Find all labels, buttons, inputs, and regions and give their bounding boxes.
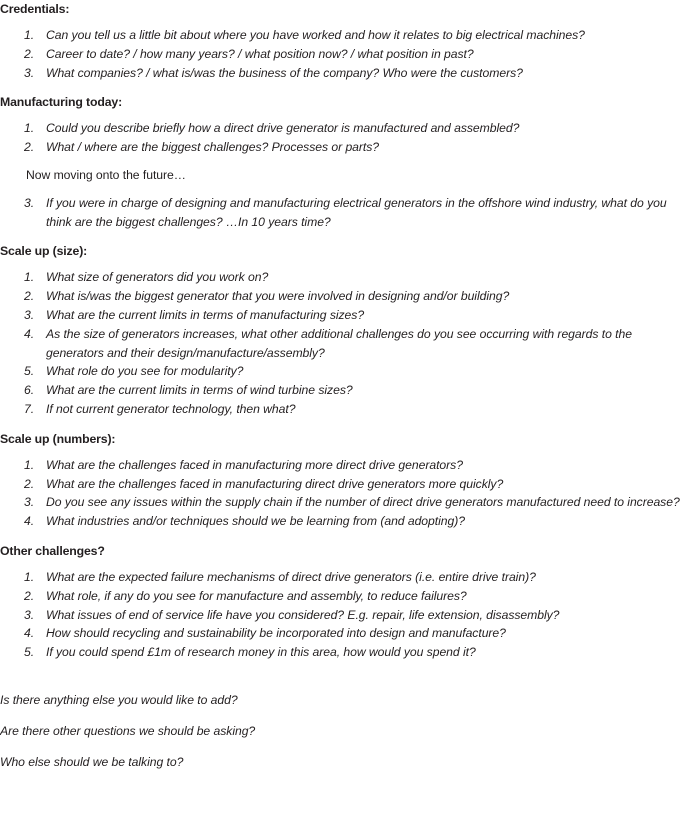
spacer (0, 710, 685, 722)
list-item (0, 400, 685, 419)
list-item-number: 3. (24, 607, 35, 622)
list-item-number: 6. (24, 383, 35, 398)
question-text: What companies? / what is/was the business of the company? Who were the customers? (46, 65, 523, 80)
question-text: Could you describe briefly how a direct drive generator is manufactured and assembled? (46, 121, 520, 136)
list-item (0, 268, 685, 287)
spacer (0, 258, 685, 268)
document-content (0, 2, 685, 771)
list-item-number: 1. (24, 121, 35, 136)
list-item (0, 138, 685, 157)
list-item-number: 2. (24, 588, 35, 603)
question-text: As the size of generators increases, what other additional challenges do you see occurring with regards to the generators and their design/manufacture/assembly? (46, 326, 632, 360)
question-text: What are the expected failure mechanisms of direct drive generators (i.e. entire drive train)? (46, 569, 536, 584)
spacer (0, 662, 685, 691)
spacer (0, 231, 685, 244)
list-item (0, 606, 685, 625)
spacer (0, 185, 685, 194)
question-text: What role, if any do you see for manufacture and assembly, to reduce failures? (46, 588, 467, 603)
list-item (0, 512, 685, 531)
list-item (0, 475, 685, 494)
list-item (0, 362, 685, 381)
question-text: What / where are the biggest challenges? Processes or parts? (46, 140, 380, 155)
question-text: What issues of end of service life have you considered? E.g. repair, life extension, disassembly? (46, 607, 560, 622)
question-list-credentials (0, 26, 685, 82)
question-text: If not current generator technology, then what? (46, 401, 296, 416)
list-item (0, 325, 685, 363)
question-list-manufacturing-today-part1 (0, 119, 685, 157)
question-text (46, 456, 685, 475)
text-run: ? (496, 476, 504, 491)
list-item-number: 2. (24, 289, 35, 304)
spacer (0, 157, 685, 166)
list-item (0, 568, 685, 587)
question-text: If you were in charge of designing and manufacturing electrical generators in the offshore wind industry, what do you think are the biggest challenges? …In 10 years time? (46, 195, 667, 229)
list-item (0, 45, 685, 64)
list-item-number: 5. (24, 364, 35, 379)
spacer (0, 531, 685, 544)
list-item (0, 493, 685, 512)
list-item-number: 3. (24, 495, 35, 510)
question-text: Can you tell us a little bit about where you have worked and how it relates to big electrical machines? (46, 28, 585, 42)
list-item-number: 3. (24, 65, 35, 80)
list-item-number: 4. (24, 514, 35, 529)
list-item-number: 4. (24, 626, 35, 641)
question-text: Career to date? / how many years? / what position now? / what position in past? (46, 46, 474, 61)
list-item (0, 624, 685, 643)
spacer (0, 16, 685, 26)
list-item (0, 643, 685, 662)
list-item (0, 287, 685, 306)
emphasised-text: more (428, 476, 457, 491)
text-run: Do you see any issues within the supply chain if the number of direct drive generators manufactured need to increase? (46, 495, 680, 510)
section-heading-credentials: Credentials: (0, 2, 70, 16)
section-heading-scale-up-size: Scale up (size): (0, 244, 88, 259)
closing-question-anything-else: Is there anything else you would like to add? (0, 692, 238, 707)
list-item-number: 1. (24, 28, 35, 42)
section-heading-scale-up-numbers: Scale up (numbers): (0, 431, 116, 446)
interstitial-note: Now moving onto the future… (26, 167, 186, 182)
section-heading-other-challenges: Other challenges? (0, 543, 105, 558)
question-text: What is/was the biggest generator that you were involved in designing and/or building? (46, 289, 510, 304)
list-item (0, 381, 685, 400)
closing-question-other-questions: Are there other questions we should be asking? (0, 723, 256, 738)
list-item (0, 456, 685, 475)
list-item (0, 64, 685, 83)
spacer (0, 446, 685, 456)
emphasised-text: more (305, 457, 333, 472)
question-text: How should recycling and sustainability be incorporated into design and manufacture? (46, 626, 506, 641)
list-item (0, 194, 685, 232)
list-item (0, 306, 685, 325)
list-item (0, 119, 685, 138)
list-item-number: 3. (24, 307, 35, 322)
spacer (0, 82, 685, 95)
list-item-number: 1. (24, 270, 35, 285)
section-heading-manufacturing-today: Manufacturing today: (0, 95, 123, 110)
question-text (46, 493, 685, 512)
list-item-number: 7. (24, 401, 35, 416)
text-run: direct drive generators? (332, 457, 463, 472)
question-text: What size of generators did you work on? (46, 270, 269, 285)
text-run: What are the challenges faced in manufacturing (46, 457, 306, 472)
list-item-number: 3. (24, 195, 35, 210)
question-text: If you could spend £1m of research money in this area, how would you spend it? (46, 645, 476, 660)
list-item-number: 2. (24, 476, 35, 491)
question-text (46, 475, 685, 494)
question-list-other-challenges (0, 568, 685, 662)
list-item-number: 1. (24, 569, 35, 584)
text-run: What are the challenges faced in manufacturing direct drive generators (46, 476, 429, 491)
list-item-number: 5. (24, 645, 35, 660)
closing-question-who-else: Who else should we be talking to? (0, 754, 184, 769)
question-text: What are the current limits in terms of wind turbine sizes? (46, 383, 353, 398)
question-text: What role do you see for modularity? (46, 364, 244, 379)
list-item (0, 587, 685, 606)
spacer (0, 109, 685, 119)
list-item-number: 4. (24, 326, 35, 341)
question-list-scale-up-numbers (0, 456, 685, 531)
spacer (0, 419, 685, 432)
question-list-manufacturing-today-part2 (0, 194, 685, 232)
question-list-scale-up-size (0, 268, 685, 418)
list-item-number: 2. (24, 140, 35, 155)
spacer (0, 558, 685, 568)
list-item-number: 2. (24, 46, 35, 61)
list-item (0, 26, 685, 45)
question-text: What are the current limits in terms of manufacturing sizes? (46, 307, 365, 322)
spacer (0, 741, 685, 753)
emphasised-text: quickly (459, 476, 497, 491)
text-run: What industries and/or techniques should we be learning from (and adopting)? (46, 514, 465, 529)
list-item-number: 1. (24, 457, 35, 472)
question-text (46, 512, 685, 531)
